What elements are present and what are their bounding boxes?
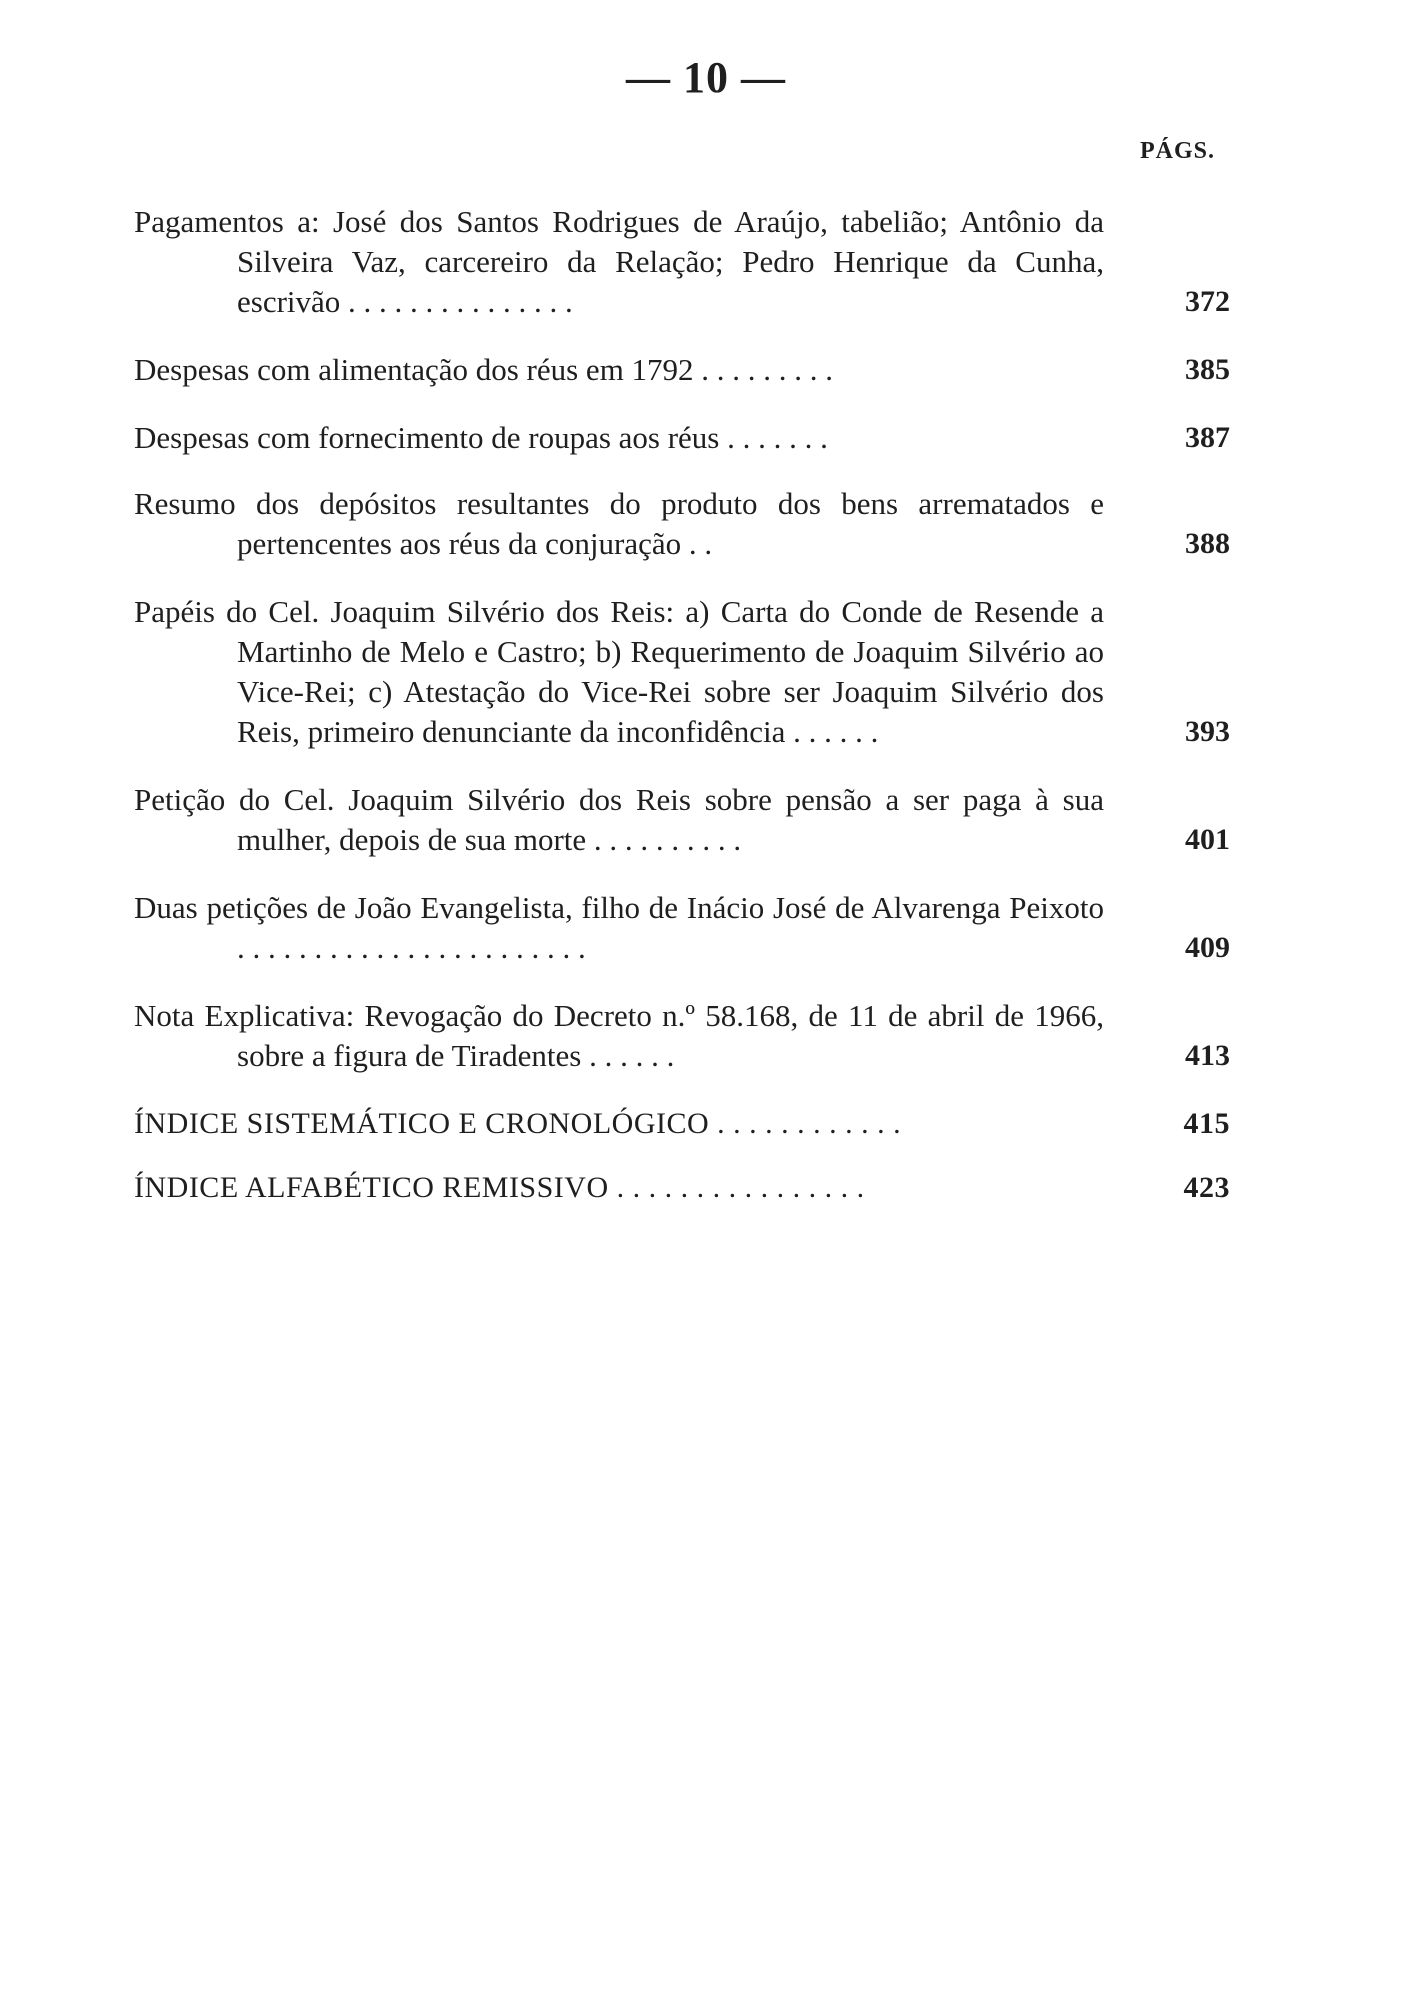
table-of-contents — [134, 202, 1230, 1208]
toc-entry-title: Duas petições de João Evangelista, filho de Inácio José de Alvarenga Peixoto . . . . . . . . . . . . . . . . . . . . . . . — [134, 890, 1104, 965]
toc-entry-title: Nota Explicativa: Revogação do Decreto n.º 58.168, de 11 de abril de 1966, sobre a figura de Tiradentes . . . . . . — [134, 998, 1104, 1073]
toc-entry-title: Despesas com fornecimento de roupas aos réus . . . . . . . — [134, 420, 828, 455]
toc-entry-title: Papéis do Cel. Joaquim Silvério dos Reis: a) Carta do Conde de Resende a Martinho de Melo e Castro; b) Requerimento de Joaquim Silvério ao Vice-Rei; c) Atestação do Vice-Rei sobre ser Joaquim Silvério dos Reis, primeiro denunciante da inconfidência . . . . . . — [134, 594, 1104, 749]
toc-entry-page: 413 — [1185, 1039, 1230, 1072]
toc-entry — [134, 202, 1230, 322]
toc-entry — [134, 484, 1230, 564]
page-number: — 10 — — [626, 53, 786, 102]
toc-entry-page: 372 — [1185, 285, 1230, 318]
toc-entry-title: ÍNDICE SISTEMÁTICO E CRONOLÓGICO . . . . . . . . . . . . — [134, 1107, 902, 1140]
toc-entry — [134, 350, 1230, 390]
toc-entry-title: Resumo dos depósitos resultantes do produto dos bens arrematados e pertencentes aos réus da conjuração . . — [134, 486, 1104, 561]
pages-column-label: PÁGS. — [1140, 138, 1216, 164]
toc-entry-page: 401 — [1185, 823, 1230, 856]
toc-entry-page: 423 — [1183, 1171, 1230, 1204]
toc-entry-page: 415 — [1183, 1107, 1230, 1140]
toc-entry — [134, 780, 1230, 860]
toc-entry — [134, 888, 1230, 968]
toc-entry-page: 388 — [1185, 527, 1230, 560]
toc-entry-title: Petição do Cel. Joaquim Silvério dos Reis sobre pensão a ser paga à sua mulher, depois de sua morte . . . . . . . . . . — [134, 782, 1104, 857]
toc-entry-title: ÍNDICE ALFABÉTICO REMISSIVO . . . . . . . . . . . . . . . . — [134, 1171, 865, 1204]
toc-entry — [134, 1168, 1230, 1208]
toc-entry — [134, 1104, 1230, 1144]
toc-entry-page: 387 — [1185, 421, 1230, 454]
toc-entry-title: Pagamentos a: José dos Santos Rodrigues de Araújo, tabelião; Antônio da Silveira Vaz, carcereiro da Relação; Pedro Henrique da Cunha, escrivão . . . . . . . . . . . . . . . — [134, 204, 1104, 319]
toc-entry-page: 409 — [1185, 931, 1230, 964]
toc-entry-page: 393 — [1185, 715, 1230, 748]
toc-entry — [134, 418, 1230, 458]
toc-entry-page: 385 — [1185, 353, 1230, 386]
toc-entry-title: Despesas com alimentação dos réus em 1792 . . . . . . . . . — [134, 352, 834, 387]
toc-entry — [134, 996, 1230, 1076]
toc-entry — [134, 592, 1230, 752]
